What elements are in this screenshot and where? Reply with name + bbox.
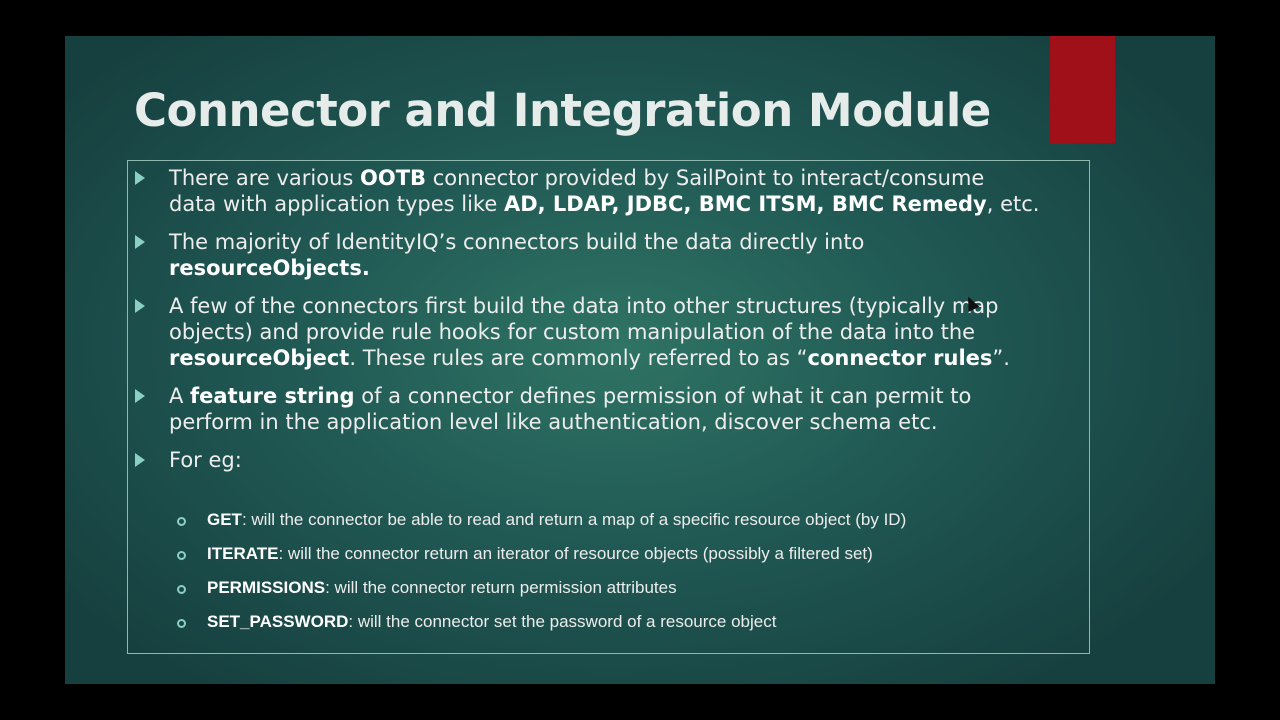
text-run: A	[169, 384, 191, 408]
bullet-line	[169, 229, 1089, 255]
circle-bullet-icon	[177, 517, 186, 526]
bold-run: OOTB	[360, 166, 427, 190]
arrow-bullet-icon	[135, 171, 145, 185]
bullet-item	[128, 229, 1089, 281]
sub-bullet-text	[207, 509, 906, 531]
bold-run: resourceObjects.	[169, 256, 370, 280]
sub-bullet-desc: : will the connector return permission attributes	[325, 578, 677, 597]
sub-bullet-key: ITERATE	[207, 544, 279, 563]
circle-bullet-icon	[177, 585, 186, 594]
bullet-item	[128, 165, 1089, 217]
bullet-text	[169, 447, 1089, 473]
circle-bullet-icon	[177, 619, 186, 628]
bullet-item	[128, 447, 1089, 473]
bullet-text	[169, 293, 1089, 371]
bullet-line	[169, 409, 1089, 435]
sub-bullet-item	[128, 543, 1089, 565]
bullet-line	[169, 383, 1089, 409]
bullet-line	[169, 345, 1089, 371]
bullet-item	[128, 293, 1089, 371]
bullet-line	[169, 319, 1089, 345]
sub-bullet-item	[128, 611, 1089, 633]
bullet-line	[169, 165, 1089, 191]
bullet-text	[169, 383, 1089, 435]
sub-bullet-text	[207, 611, 776, 633]
bullet-line	[169, 447, 1089, 473]
slide	[65, 36, 1215, 684]
text-run: A few of the connectors first build the data into other structures (typically map	[169, 294, 999, 318]
sub-bullet-key: PERMISSIONS	[207, 578, 326, 597]
text-run: of a connector defines permission of what it can permit to	[354, 384, 972, 408]
bold-run: resourceObject	[169, 346, 350, 370]
text-run: , etc.	[986, 192, 1040, 216]
bullet-item	[128, 383, 1089, 435]
sub-bullet-item	[128, 577, 1089, 599]
sub-bullet-text	[207, 577, 677, 599]
sub-bullet-desc: : will the connector be able to read and return a map of a specific resource object (by ID)	[241, 510, 907, 529]
bullet-line	[169, 255, 1089, 281]
text-run: ”.	[992, 346, 1010, 370]
bullet-line	[169, 293, 1089, 319]
bold-run: feature string	[190, 384, 355, 408]
arrow-bullet-icon	[135, 453, 145, 467]
bullet-line	[169, 191, 1089, 217]
accent-bar	[1050, 36, 1115, 143]
text-run: There are various	[169, 166, 360, 190]
text-run: . These rules are commonly referred to as “	[349, 346, 808, 370]
text-run: For eg:	[169, 448, 242, 472]
text-run: connector provided by SailPoint to interact/consume	[426, 166, 985, 190]
text-run: data with application types like	[169, 192, 504, 216]
sub-bullet-desc: : will the connector return an iterator of resource objects (possibly a filtered set)	[278, 544, 873, 563]
text-run: The majority of IdentityIQ’s connectors build the data directly into	[169, 230, 865, 254]
bullet-text	[169, 229, 1089, 281]
sub-bullet-item	[128, 509, 1089, 531]
sub-bullet-key: GET	[207, 510, 242, 529]
sub-bullet-key: SET_PASSWORD	[207, 612, 349, 631]
bold-run: AD, LDAP, JDBC, BMC ITSM, BMC Remedy	[503, 192, 987, 216]
text-run: perform in the application level like authentication, discover schema etc.	[169, 410, 938, 434]
bullet-text	[169, 165, 1089, 217]
slide-title: Connector and Integration Module	[134, 84, 991, 137]
content-box	[127, 160, 1090, 654]
sub-bullet-text	[207, 543, 873, 565]
arrow-bullet-icon	[135, 299, 145, 313]
sub-bullet-desc: : will the connector set the password of a resource object	[348, 612, 777, 631]
arrow-bullet-icon	[135, 235, 145, 249]
text-run: objects) and provide rule hooks for custom manipulation of the data into the	[169, 320, 976, 344]
arrow-bullet-icon	[135, 389, 145, 403]
circle-bullet-icon	[177, 551, 186, 560]
bold-run: connector rules	[807, 346, 993, 370]
